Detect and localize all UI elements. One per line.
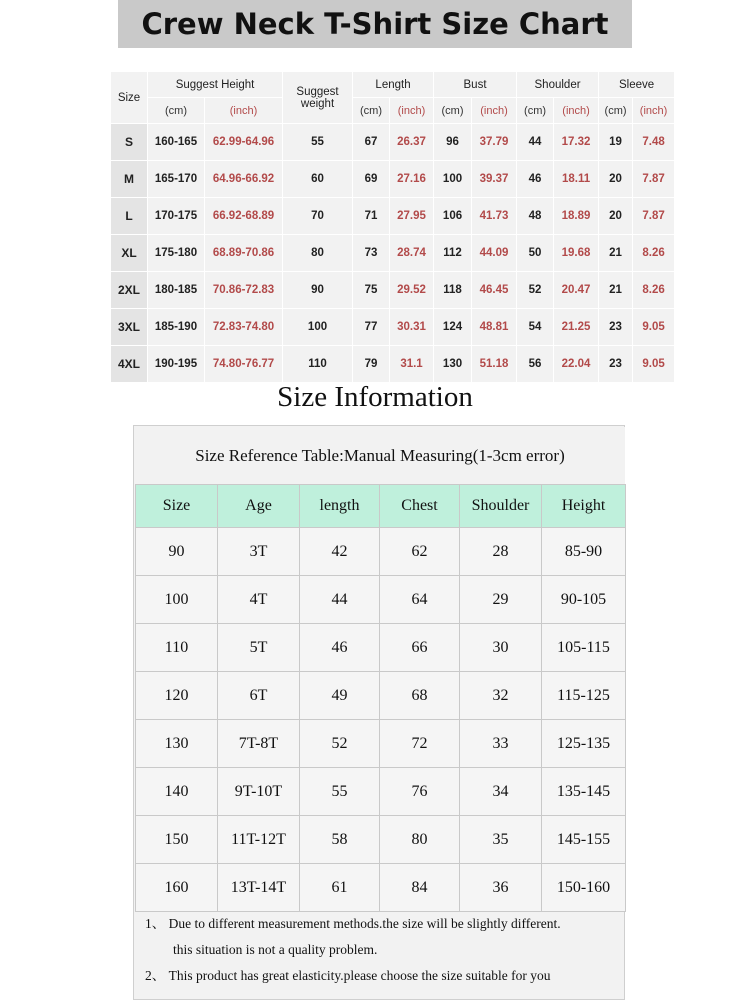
cell-bust-inch: 39.37 xyxy=(472,161,517,198)
cell-sleeve-cm: 20 xyxy=(599,198,633,235)
unit-shoulder-inch: (inch) xyxy=(554,98,599,124)
cell-weight: 55 xyxy=(283,124,353,161)
kids-size-panel xyxy=(133,425,625,1000)
cell-height-inch: 70.86-72.83 xyxy=(205,272,283,309)
cell-height: 85-90 xyxy=(542,528,626,576)
adult-size-chart xyxy=(110,71,668,383)
cell-length: 61 xyxy=(300,864,380,912)
cell-weight: 80 xyxy=(283,235,353,272)
header-suggest-weight: Suggest weight xyxy=(283,72,353,124)
cell-age: 7T-8T xyxy=(218,720,300,768)
adult-size-table xyxy=(110,71,675,383)
cell-size: L xyxy=(111,198,148,235)
cell-sleeve-inch: 9.05 xyxy=(633,346,675,383)
cell-sleeve-inch: 8.26 xyxy=(633,235,675,272)
cell-height: 125-135 xyxy=(542,720,626,768)
cell-size: 140 xyxy=(136,768,218,816)
cell-length: 52 xyxy=(300,720,380,768)
cell-sleeve-cm: 20 xyxy=(599,161,633,198)
cell-sleeve-inch: 8.26 xyxy=(633,272,675,309)
table-row xyxy=(136,528,626,576)
cell-age: 6T xyxy=(218,672,300,720)
cell-size: M xyxy=(111,161,148,198)
cell-size: 160 xyxy=(136,864,218,912)
cell-shoulder: 30 xyxy=(460,624,542,672)
table-row xyxy=(136,576,626,624)
cell-height-cm: 180-185 xyxy=(148,272,205,309)
cell-length-cm: 75 xyxy=(353,272,390,309)
cell-shoulder: 35 xyxy=(460,816,542,864)
table-header-row xyxy=(111,72,675,98)
cell-sleeve-inch: 7.48 xyxy=(633,124,675,161)
cell-length: 49 xyxy=(300,672,380,720)
cell-length-cm: 73 xyxy=(353,235,390,272)
cell-shoulder-inch: 20.47 xyxy=(554,272,599,309)
cell-shoulder: 28 xyxy=(460,528,542,576)
header-size: Size xyxy=(111,72,148,124)
cell-length-cm: 79 xyxy=(353,346,390,383)
cell-height: 90-105 xyxy=(542,576,626,624)
table-unit-row xyxy=(111,98,675,124)
cell-age: 3T xyxy=(218,528,300,576)
kids-header-length: length xyxy=(300,485,380,528)
header-suggest-height: Suggest Height xyxy=(148,72,283,98)
cell-height: 105-115 xyxy=(542,624,626,672)
kids-header-shoulder: Shoulder xyxy=(460,485,542,528)
size-notes xyxy=(135,903,625,989)
cell-weight: 110 xyxy=(283,346,353,383)
cell-length: 58 xyxy=(300,816,380,864)
unit-sleeve-inch: (inch) xyxy=(633,98,675,124)
cell-shoulder-inch: 21.25 xyxy=(554,309,599,346)
table-row xyxy=(111,272,675,309)
cell-shoulder-inch: 22.04 xyxy=(554,346,599,383)
table-row xyxy=(136,816,626,864)
cell-size: 2XL xyxy=(111,272,148,309)
kids-header-row xyxy=(136,485,626,528)
cell-length: 42 xyxy=(300,528,380,576)
cell-shoulder-inch: 18.11 xyxy=(554,161,599,198)
cell-size: 110 xyxy=(136,624,218,672)
header-sleeve: Sleeve xyxy=(599,72,675,98)
cell-chest: 68 xyxy=(380,672,460,720)
cell-size: S xyxy=(111,124,148,161)
cell-length: 44 xyxy=(300,576,380,624)
cell-height-inch: 64.96-66.92 xyxy=(205,161,283,198)
cell-shoulder-inch: 17.32 xyxy=(554,124,599,161)
cell-bust-cm: 124 xyxy=(434,309,472,346)
cell-bust-inch: 46.45 xyxy=(472,272,517,309)
unit-sleeve-cm: (cm) xyxy=(599,98,633,124)
page-title-banner xyxy=(118,0,632,48)
cell-height: 135-145 xyxy=(542,768,626,816)
unit-height-cm: (cm) xyxy=(148,98,205,124)
cell-sleeve-cm: 21 xyxy=(599,235,633,272)
size-note-1: 1、 Due to different measurement methods.the size will be slightly different. xyxy=(145,916,561,931)
cell-size: 150 xyxy=(136,816,218,864)
cell-weight: 70 xyxy=(283,198,353,235)
cell-size: 120 xyxy=(136,672,218,720)
cell-chest: 76 xyxy=(380,768,460,816)
kids-header-chest: Chest xyxy=(380,485,460,528)
cell-age: 5T xyxy=(218,624,300,672)
cell-size: 3XL xyxy=(111,309,148,346)
cell-height-cm: 190-195 xyxy=(148,346,205,383)
size-note-2: 2、 This product has great elasticity.please choose the size suitable for you xyxy=(145,968,551,983)
cell-height-inch: 72.83-74.80 xyxy=(205,309,283,346)
cell-shoulder-cm: 50 xyxy=(517,235,554,272)
cell-length-cm: 69 xyxy=(353,161,390,198)
cell-sleeve-inch: 7.87 xyxy=(633,161,675,198)
cell-length-inch: 26.37 xyxy=(390,124,434,161)
cell-length-inch: 27.95 xyxy=(390,198,434,235)
table-row xyxy=(111,346,675,383)
kids-header-size: Size xyxy=(136,485,218,528)
cell-shoulder-cm: 56 xyxy=(517,346,554,383)
table-row xyxy=(136,624,626,672)
unit-shoulder-cm: (cm) xyxy=(517,98,554,124)
cell-shoulder: 34 xyxy=(460,768,542,816)
unit-height-inch: (inch) xyxy=(205,98,283,124)
unit-bust-cm: (cm) xyxy=(434,98,472,124)
cell-length-inch: 30.31 xyxy=(390,309,434,346)
cell-bust-cm: 130 xyxy=(434,346,472,383)
cell-shoulder-inch: 19.68 xyxy=(554,235,599,272)
cell-shoulder: 36 xyxy=(460,864,542,912)
unit-length-cm: (cm) xyxy=(353,98,390,124)
cell-size: 90 xyxy=(136,528,218,576)
cell-age: 11T-12T xyxy=(218,816,300,864)
cell-shoulder: 32 xyxy=(460,672,542,720)
page-title: Crew Neck T-Shirt Size Chart xyxy=(141,7,609,41)
cell-chest: 72 xyxy=(380,720,460,768)
cell-shoulder: 33 xyxy=(460,720,542,768)
kids-header-height: Height xyxy=(542,485,626,528)
cell-weight: 100 xyxy=(283,309,353,346)
cell-age: 9T-10T xyxy=(218,768,300,816)
size-note-1-cont: this situation is not a quality problem. xyxy=(173,942,378,957)
table-row xyxy=(111,161,675,198)
table-row xyxy=(136,768,626,816)
cell-weight: 60 xyxy=(283,161,353,198)
cell-sleeve-inch: 7.87 xyxy=(633,198,675,235)
cell-sleeve-cm: 23 xyxy=(599,346,633,383)
cell-sleeve-inch: 9.05 xyxy=(633,309,675,346)
cell-bust-cm: 118 xyxy=(434,272,472,309)
cell-shoulder-inch: 18.89 xyxy=(554,198,599,235)
table-row xyxy=(136,672,626,720)
header-bust: Bust xyxy=(434,72,517,98)
cell-size: XL xyxy=(111,235,148,272)
cell-bust-cm: 96 xyxy=(434,124,472,161)
table-row xyxy=(111,235,675,272)
table-row xyxy=(111,309,675,346)
cell-length-inch: 31.1 xyxy=(390,346,434,383)
kids-header-age: Age xyxy=(218,485,300,528)
unit-bust-inch: (inch) xyxy=(472,98,517,124)
cell-length-cm: 71 xyxy=(353,198,390,235)
cell-shoulder-cm: 54 xyxy=(517,309,554,346)
cell-height: 145-155 xyxy=(542,816,626,864)
cell-length-cm: 77 xyxy=(353,309,390,346)
cell-height: 115-125 xyxy=(542,672,626,720)
cell-height-cm: 165-170 xyxy=(148,161,205,198)
kids-table-caption: Size Reference Table:Manual Measuring(1-3cm error) xyxy=(135,427,625,484)
cell-chest: 84 xyxy=(380,864,460,912)
cell-length-cm: 67 xyxy=(353,124,390,161)
cell-sleeve-cm: 23 xyxy=(599,309,633,346)
cell-bust-inch: 37.79 xyxy=(472,124,517,161)
cell-shoulder-cm: 52 xyxy=(517,272,554,309)
cell-height-cm: 160-165 xyxy=(148,124,205,161)
table-row xyxy=(136,720,626,768)
cell-height-inch: 66.92-68.89 xyxy=(205,198,283,235)
cell-shoulder-cm: 48 xyxy=(517,198,554,235)
cell-chest: 80 xyxy=(380,816,460,864)
cell-age: 13T-14T xyxy=(218,864,300,912)
cell-shoulder-cm: 44 xyxy=(517,124,554,161)
cell-length: 46 xyxy=(300,624,380,672)
cell-bust-inch: 41.73 xyxy=(472,198,517,235)
table-row xyxy=(111,198,675,235)
cell-height-inch: 62.99-64.96 xyxy=(205,124,283,161)
cell-height-inch: 68.89-70.86 xyxy=(205,235,283,272)
cell-chest: 66 xyxy=(380,624,460,672)
cell-length-inch: 27.16 xyxy=(390,161,434,198)
cell-shoulder-cm: 46 xyxy=(517,161,554,198)
cell-sleeve-cm: 21 xyxy=(599,272,633,309)
cell-age: 4T xyxy=(218,576,300,624)
header-shoulder: Shoulder xyxy=(517,72,599,98)
cell-height-cm: 170-175 xyxy=(148,198,205,235)
cell-bust-cm: 106 xyxy=(434,198,472,235)
cell-bust-cm: 100 xyxy=(434,161,472,198)
cell-shoulder: 29 xyxy=(460,576,542,624)
cell-sleeve-cm: 19 xyxy=(599,124,633,161)
cell-chest: 64 xyxy=(380,576,460,624)
cell-weight: 90 xyxy=(283,272,353,309)
cell-bust-cm: 112 xyxy=(434,235,472,272)
cell-height-inch: 74.80-76.77 xyxy=(205,346,283,383)
cell-bust-inch: 48.81 xyxy=(472,309,517,346)
cell-size: 100 xyxy=(136,576,218,624)
header-length: Length xyxy=(353,72,434,98)
size-information-heading: Size Information xyxy=(277,381,473,413)
unit-length-inch: (inch) xyxy=(390,98,434,124)
cell-bust-inch: 51.18 xyxy=(472,346,517,383)
cell-length-inch: 28.74 xyxy=(390,235,434,272)
cell-height-cm: 175-180 xyxy=(148,235,205,272)
cell-height-cm: 185-190 xyxy=(148,309,205,346)
table-row xyxy=(111,124,675,161)
cell-size: 130 xyxy=(136,720,218,768)
cell-size: 4XL xyxy=(111,346,148,383)
cell-length-inch: 29.52 xyxy=(390,272,434,309)
cell-bust-inch: 44.09 xyxy=(472,235,517,272)
cell-length: 55 xyxy=(300,768,380,816)
cell-height: 150-160 xyxy=(542,864,626,912)
cell-chest: 62 xyxy=(380,528,460,576)
kids-size-table xyxy=(135,484,626,912)
